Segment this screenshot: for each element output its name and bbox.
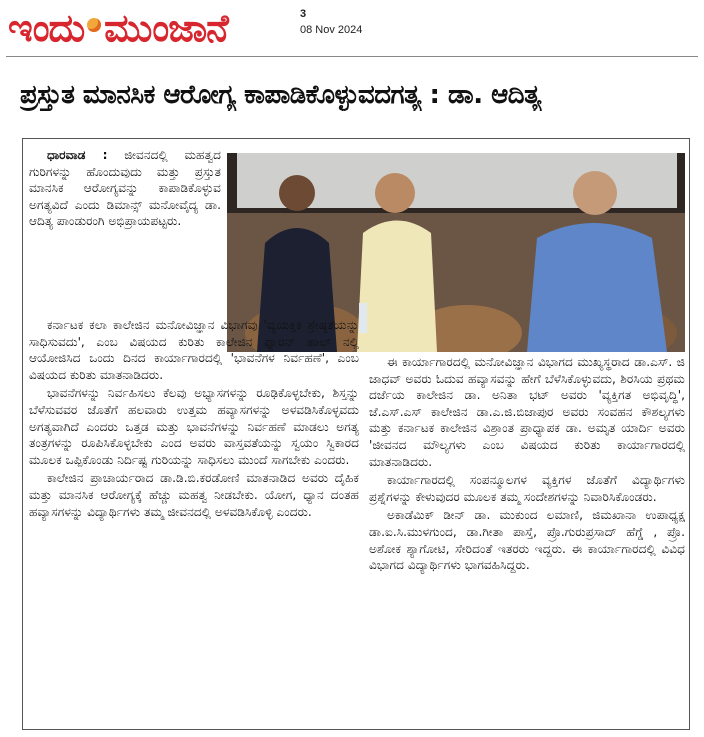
masthead-logo bbox=[8, 2, 228, 50]
article-paragraph: ಈ ಕಾರ್ಯಾಗಾರದಲ್ಲಿ ಮನೋವಿಜ್ಞಾನ ವಿಭಾಗದ ಮುಖ್ಯಸ್ಥರಾದ ಡಾ.ಎಸ್. ಜಿ ಜಾಧವ್ ಅವರು ಓದುವ ಹವ್ಯಾಸವನ್ನು ಹೇಗೆ ಬೆಳೆಸಿಕೊಳ್ಳುವದು, ಶಿರಸಿಯ ಪ್ರಥಮ ದರ್ಜೆಯ ಕಾಲೇಜಿನ ಡಾ. ಅನಿತಾ ಭಟ್ ಅವರು 'ವ್ಯಕ್ತಿಗತ ಅಭಿವೃದ್ಧಿ', ಜೆ.ಎಸ್.ಎಸ್ ಕಾಲೇಜಿನ ಡಾ.ಎ.ಜಿ.ಬಿಜಾಪುರ ಅವರು ಸಂವಹನ ಕೌಶಲ್ಯಗಳು ಮತ್ತು ಕರ್ನಾಟಕ ಕಾಲೇಜಿನ ವಿಶ್ರಾಂತ ಪ್ರಾಧ್ಯಾಪಕ ಡಾ. ಅಮೃತ ಯಾರ್ದಿ ಅವರು 'ಜೀವನದ ಮೌಲ್ಯಗಳು ಎಂಬ ವಿಷಯದ ಕುರಿತು ಕಾರ್ಯಾಗಾರದಲ್ಲಿ ಮಾತನಾಡಿದರು. bbox=[369, 355, 685, 469]
issue-date: 08 Nov 2024 bbox=[300, 24, 363, 36]
header-divider bbox=[6, 56, 698, 57]
article-paragraph: ಕಾರ್ಯಾಗಾರದಲ್ಲಿ ಸಂಪನ್ಮೂಲಗಳ ವ್ಯಕ್ತಿಗಳ ಜೊತೆಗೆ ವಿದ್ಯಾರ್ಥಿಗಳು ಪ್ರಶ್ನೆಗಳನ್ನು ಕೇಳುವುದರ ಮೂಲಕ ತಮ್ಮ ಸಂದೇಶಗಳನ್ನು ನಿವಾರಿಸಿಕೊಂಡರು. bbox=[369, 473, 685, 504]
article-lead-text: ಜೀವನದಲ್ಲಿ ಮಹತ್ವದ ಗುರಿಗಳನ್ನು ಹೊಂದುವುದು ಮತ್ತು ಪ್ರಸ್ತುತ ಮಾನಸಿಕ ಆರೋಗ್ಯವನ್ನು ಕಾಪಾಡಿಕೊಳ್ಳುವ ಅಗತ್ಯವಿದೆ ಎಂದು ಡಿಮಾನ್ಸ್ ಮನೋವೈದ್ಯ ಡಾ. ಆದಿತ್ಯ ಪಾಂಡುರಂಗಿ ಅಭಿಪ್ರಾಯಪಟ್ಟರು. bbox=[29, 148, 221, 229]
article-column-left-bottom bbox=[29, 317, 359, 522]
article-paragraph: ಕಾಲೇಜಿನ ಪ್ರಾಚಾರ್ಯರಾದ ಡಾ.ಡಿ.ಬಿ.ಕರಡೋಣಿ ಮಾತನಾಡಿದ ಅವರು ದೈಹಿಕ ಮತ್ತು ಮಾನಸಿಕ ಆರೋಗ್ಯಕ್ಕೆ ಹೆಚ್ಚು ಮಹತ್ವ ನೀಡಬೇಕು. ಯೋಗ, ಧ್ಯಾನ ದಂತಹ ಹವ್ಯಾಸಗಳನ್ನು ವಿದ್ಯಾರ್ಥಿಗಳು ತಮ್ಮ ಜೀವನದಲ್ಲಿ ಅಳವಡಿಸಿಕೊಳ್ಳಿ ಎಂದರು. bbox=[29, 471, 359, 519]
page-number: 3 bbox=[300, 8, 307, 20]
sun-icon bbox=[87, 18, 101, 32]
issue-meta bbox=[300, 6, 362, 38]
article-column-left-top bbox=[29, 147, 221, 232]
article-box bbox=[22, 138, 690, 730]
article-paragraph: ಕರ್ನಾಟಕ ಕಲಾ ಕಾಲೇಜಿನ ಮನೋವಿಜ್ಞಾನ ವಿಭಾಗವು 'ವ್ಯಯಕ್ತಿಕ ಶ್ರೇಷ್ಠತೆಯನ್ನು ಸಾಧಿಸುವದು', ಎಂಬ ವಿಷಯದ ಕುರಿತು ಕಾಲೇಜಿನ ಫ್ಯಾರನ್ ಹಾಲ್ ನಲ್ಲಿ ಆಯೋಜಿಸಿದ ಒಂದು ದಿನದ ಕಾರ್ಯಾಗಾರದಲ್ಲಿ 'ಭಾವನೆಗಳ ನಿರ್ವಹಣೆ', ಎಂಬ ವಿಷಯದ ಕುರಿತು ಮಾತನಾಡಿದರು. bbox=[29, 318, 359, 382]
masthead-part2: ಮುಂಜಾನೆ bbox=[104, 6, 228, 50]
article-headline: ಪ್ರಸ್ತುತ ಮಾನಸಿಕ ಆರೋಗ್ಯ ಕಾಪಾಡಿಕೊಳ್ಳುವದಗತ್ಯ : ಡಾ. ಆದಿತ್ಯ bbox=[20, 80, 541, 110]
article-column-right bbox=[369, 354, 685, 576]
article-paragraph: ಅಕಾಡೆಮಿಕ್ ಡೀನ್ ಡಾ. ಮುಕುಂದ ಲಮಾಣಿ, ಜಿಮಖಾನಾ ಉಪಾಧ್ಯಕ್ಷ ಡಾ.ಐ.ಸಿ.ಮುಳಗುಂದ, ಡಾ.ಗೀತಾ ಪಾಸ್ತೆ, ಪ್ರೊ.ಗುರುಪ್ರಸಾದ್ ಹೆಗ್ಡೆ , ಪ್ರೊ. ಅಶೋಕ ಶ್ಯಾಗೋಟಿ, ಸೇರಿದಂತೆ ಇತರರು ಇದ್ದರು. ಈ ಕಾರ್ಯಾಗಾರದಲ್ಲಿ ವಿವಿಧ ವಿಭಾಗದ ವಿದ್ಯಾರ್ಥಿಗಳು ಭಾಗವಹಿಸಿದ್ದರು. bbox=[369, 508, 685, 573]
article-paragraph bbox=[29, 147, 221, 230]
masthead-part1: ಇಂದು bbox=[8, 6, 85, 50]
article-dateline: ಧಾರವಾಡ : bbox=[47, 148, 108, 162]
article-paragraph: ಭಾವನೆಗಳನ್ನು ನಿರ್ವಹಿಸಲು ಕೆಲವು ಅಭ್ಯಾಸಗಳನ್ನು ರೂಢಿಕೊಳ್ಳಬೇಕು, ಶಿಸ್ತನ್ನು ಬೆಳೆಸುವವರ ಜೊತೆಗೆ ಹಲವಾರು ಉತ್ತಮ ಹವ್ಯಾಸಗಳನ್ನು ಅಳವಡಿಸಿಕೊಳ್ಳವದು ಅಗತ್ಯವಾಗಿದೆ ಎಂದರು ಒತ್ತಡ ಮತ್ತು ಭಾವನೆಗಳನ್ನು ನಿರ್ವಹಣೆ ಮಾಡಲು ಅಗತ್ಯ ತಂತ್ರಗಳನ್ನು ರೂಪಿಸಿಕೊಳ್ಳಬೇಕು ಎಂದ ಅವರು ವಾಸ್ತವತೆಯನ್ನು ಸ್ವಯಂ ಸ್ವಿಕಾರದ ಮೂಲಕ ಒಪ್ಪಿಕೊಂಡು ನಿರ್ದಿಷ್ಟ ಗುರಿಯನ್ನು ಸಾಧಿಸಲು ಮುಂದೆ ಸಾಗಬೇಕು ಎಂದರು. bbox=[29, 386, 359, 467]
